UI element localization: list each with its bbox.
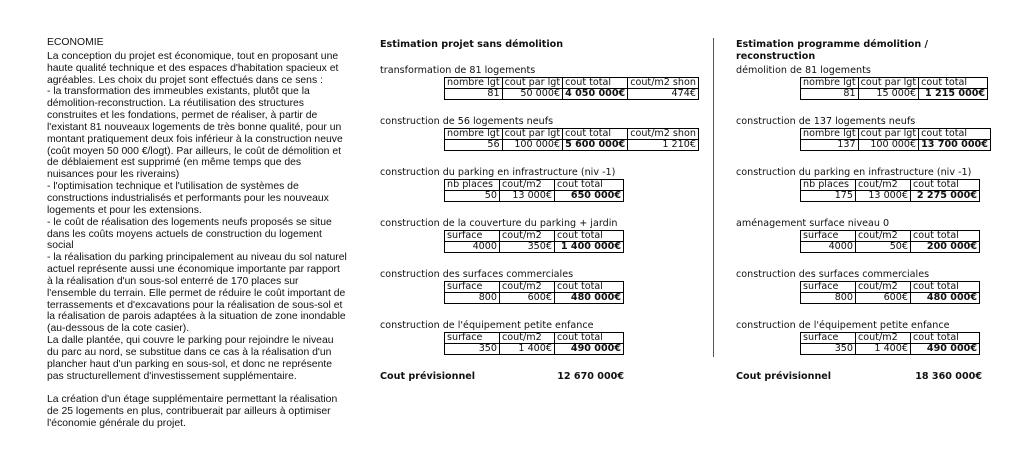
- table-cell: 175: [801, 191, 856, 202]
- table-cell: 4000: [445, 242, 500, 253]
- cost-table: [444, 332, 624, 355]
- table-cell: 350: [445, 344, 500, 355]
- section-label: construction de 56 logements neufs: [380, 116, 554, 127]
- table-header: nombre lgt: [801, 78, 859, 89]
- table-header: nb places: [801, 180, 856, 191]
- column-divider: [713, 38, 714, 357]
- section-label: construction de la couverture du parking + jardin: [380, 218, 618, 229]
- table-cell-total: 1 215 000€: [919, 89, 988, 100]
- table-cell-total: 200 000€: [911, 242, 980, 253]
- table-header: nombre lgt: [445, 129, 503, 140]
- section-label: construction de l'équipement petite enfance: [380, 320, 594, 331]
- table-cell: 600€: [856, 293, 911, 304]
- total-value: 12 670 000€: [557, 371, 624, 382]
- table-header: cout par lgt: [502, 129, 563, 140]
- estimation-demolition-reconstruction: [736, 37, 1006, 383]
- table-cell: 800: [445, 293, 500, 304]
- table-header: surface: [445, 333, 500, 344]
- section-label: construction de 137 logements neufs: [736, 116, 916, 127]
- table-cell: 800: [801, 293, 856, 304]
- bullet-cout-logements: - le coût de réalisation des logements neufs proposés se situe dans les coûts moyens actuels de construction du logement social: [47, 216, 332, 252]
- table-cell-total: 650 000€: [555, 191, 624, 202]
- table-header: cout total: [563, 78, 628, 89]
- cost-table: [800, 230, 980, 253]
- table-header: surface: [801, 333, 856, 344]
- table-cell: 137: [801, 140, 859, 151]
- table-header: cout/m2 shon: [628, 129, 699, 140]
- section-label: construction des surfaces commerciales: [736, 269, 930, 280]
- table-cell-total: 480 000€: [555, 293, 624, 304]
- table-header: cout total: [911, 180, 980, 191]
- estimation-heading: Estimation programme démolition / reconstruction: [736, 39, 929, 62]
- table-header: cout total: [555, 180, 624, 191]
- section-label: construction du parking en infrastructure (niv -1): [736, 167, 972, 178]
- table-header: nombre lgt: [445, 78, 503, 89]
- table-cell: 1 210€: [628, 140, 699, 151]
- cost-table: [444, 179, 624, 202]
- table-header: nb places: [445, 180, 500, 191]
- table-header: cout total: [919, 129, 991, 140]
- table-cell-total: 4 050 000€: [563, 89, 628, 100]
- table-header: cout par lgt: [858, 78, 919, 89]
- table-cell: 81: [445, 89, 503, 100]
- bullet-transformation: - la transformation des immeubles existants, plutôt que la démolition-reconstruction. La réutilisation des structures construites et les fondations, permet de réaliser, à partir de l'existant 81 nouveaux logements de très bonne qualité, pour un montant pratiquement deux fois inférieur à la construction neuve (coût moyen 50 000 €/logt). Par ailleurs, le coût de démolition et de déblaiement est supprimé (en même temps que des nuisances pour les riverains): [47, 86, 343, 181]
- economie-title: ECONOMIE: [47, 37, 104, 48]
- table-header: surface: [445, 282, 500, 293]
- cost-table: [800, 281, 980, 304]
- table-cell: 56: [445, 140, 503, 151]
- total-label: Cout prévisionnel: [380, 371, 476, 382]
- table-cell-total: 490 000€: [555, 344, 624, 355]
- table-header: cout/m2: [500, 333, 555, 344]
- cost-table: [800, 179, 980, 202]
- table-header: cout total: [911, 231, 980, 242]
- table-cell: 350: [801, 344, 856, 355]
- estimation-heading: Estimation projet sans démolition: [380, 39, 564, 50]
- table-cell: 474€: [628, 89, 699, 100]
- table-cell-total: 5 600 000€: [563, 140, 628, 151]
- table-header: cout par lgt: [858, 129, 919, 140]
- bullet-optimisation: - l'optimisation technique et l'utilisation de systèmes de constructions industrialisés et performants pour les nouveaux logements et pour les extensions.: [47, 181, 329, 216]
- table-cell-total: 13 700 000€: [919, 140, 991, 151]
- table-header: cout/m2: [500, 231, 555, 242]
- table-cell: 1 400€: [856, 344, 911, 355]
- table-cell: 4000: [801, 242, 856, 253]
- table-cell: 15 000€: [858, 89, 919, 100]
- table-header: cout total: [919, 78, 988, 89]
- cost-table: [444, 230, 624, 253]
- section-label: démolition de 81 logements: [736, 65, 871, 76]
- cost-table: [800, 77, 988, 100]
- table-cell: 81: [801, 89, 859, 100]
- total-label: Cout prévisionnel: [736, 371, 832, 382]
- table-cell: 50: [445, 191, 500, 202]
- total-value: 18 360 000€: [915, 371, 982, 382]
- dalle-paragraph: La dalle plantée, qui couvre le parking pour rejoindre le niveau du parc au nord, se substitue dans ce cas à la réalisation d'un plancher haut d'un parking en sous-sol, et donc ne représente pas structurellement d'investissement supplémentaire.: [47, 335, 334, 382]
- table-cell-total: 490 000€: [911, 344, 980, 355]
- cost-table: [444, 128, 699, 151]
- section-label: construction des surfaces commerciales: [380, 269, 574, 280]
- table-header: surface: [801, 231, 856, 242]
- section-label: construction de l'équipement petite enfance: [736, 320, 950, 331]
- table-header: cout/m2: [856, 333, 911, 344]
- cost-table: [444, 281, 624, 304]
- table-cell: 13 000€: [856, 191, 911, 202]
- section-label: construction du parking en infrastructure (niv -1): [380, 167, 616, 178]
- table-header: cout/m2: [856, 282, 911, 293]
- estimation-sans-demolition: [380, 37, 696, 383]
- table-header: cout total: [555, 333, 624, 344]
- table-header: cout total: [911, 282, 980, 293]
- table-header: cout/m2 shon: [628, 78, 699, 89]
- table-cell: 100 000€: [502, 140, 563, 151]
- table-cell-total: 2 275 000€: [911, 191, 980, 202]
- economie-text-block: [47, 37, 347, 430]
- table-header: cout/m2: [856, 180, 911, 191]
- table-header: cout total: [563, 129, 628, 140]
- intro-paragraph: La conception du projet est économique, tout en proposant une haute qualité technique et des espaces d'habitation spacieux et agréables. Les choix du projet sont effectués dans ce sens :: [47, 50, 339, 86]
- table-cell-total: 480 000€: [911, 293, 980, 304]
- table-header: cout total: [555, 282, 624, 293]
- table-header: cout/m2: [856, 231, 911, 242]
- table-header: cout total: [911, 333, 980, 344]
- table-cell: 350€: [500, 242, 555, 253]
- table-cell: 13 000€: [500, 191, 555, 202]
- cost-table: [800, 128, 991, 151]
- section-label: transformation de 81 logements: [380, 65, 536, 76]
- table-header: cout/m2: [500, 282, 555, 293]
- table-header: surface: [445, 231, 500, 242]
- etage-paragraph: La création d'un étage supplémentaire permettant la réalisation de 25 logements en plus, contribuerait par ailleurs à optimiser l'économie générale du projet.: [47, 394, 338, 430]
- table-cell: 1 400€: [500, 344, 555, 355]
- table-header: surface: [801, 282, 856, 293]
- bullet-parking: - la réalisation du parking principalement au niveau du sol naturel actuel représente aussi une économique importante par rapport à la réalisation d'un sous-sol enterré de 170 places sur l'ensemble du terrain. Elle permet de réduire le coût important de terrassements et d'excavations pour la réalisation de sous-sol et la réalisation de parois adaptées à la situation de zone inondable (au-dessous de la cote casier).: [47, 252, 347, 335]
- cost-table: [444, 77, 699, 100]
- total-row: [380, 371, 696, 383]
- cost-table: [800, 332, 980, 355]
- table-header: cout par lgt: [502, 78, 563, 89]
- table-header: cout total: [555, 231, 624, 242]
- table-header: nombre lgt: [801, 129, 859, 140]
- table-cell: 100 000€: [858, 140, 919, 151]
- section-label: aménagement surface niveau 0: [736, 218, 890, 229]
- table-header: cout/m2: [500, 180, 555, 191]
- total-row: [736, 371, 1006, 383]
- table-cell-total: 1 400 000€: [555, 242, 624, 253]
- table-cell: 600€: [500, 293, 555, 304]
- table-cell: 50€: [856, 242, 911, 253]
- table-cell: 50 000€: [502, 89, 563, 100]
